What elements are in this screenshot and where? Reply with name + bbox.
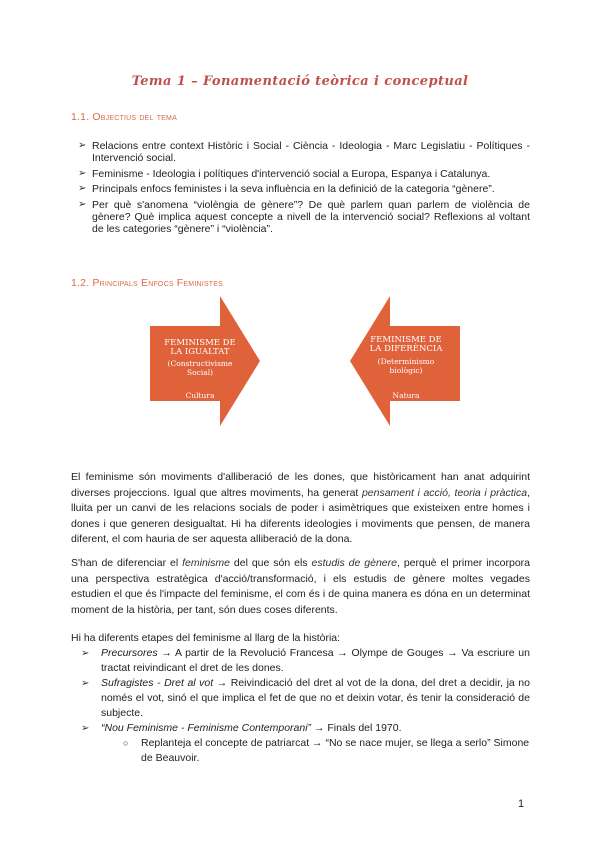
stages-list [78,646,530,736]
section-heading-enfocs: 1.2. Principals Enfocs Feministes [71,277,223,289]
circle-bullet-icon: ○ [123,738,129,748]
diferencia-title-line1: FEMINISME DE [370,335,442,345]
page-title: Tema 1 – Fonamentació teòrica i conceptual [131,74,469,89]
igualtat-tag: Cultura [185,391,215,400]
list-item: ➢ Per què s'anomena “violèngia de gènere”? De què parlem quan parlem de violència de gènere? Què implica aquest concepte a nivell de la intervenció social? Reflexions al voltant de les categories “gènere” i “violència”. [78,198,530,236]
igualtat-subtitle-line2: Social) [186,368,214,377]
arrow-bullet-icon: ➢ [78,183,87,195]
diferencia-title-line2: LA DIFERÈNCIA [369,344,443,354]
diferencia-subtitle-line2: biològic) [389,366,423,375]
list-item: ➢ Precursores → A partir de la Revolució Francesa → Olympe de Gouges → Va escriure un tractat reivindicant el dret de les dones. [81,647,530,674]
paragraph-feminisme-definition: El feminisme són moviments d'alliberació de les dones, que històricament han anat adquirint diverses projeccions. Igual que altres moviments, ha generat pensament i acció, teoria i pràctica, lluita per un canvi de les relacions socials de poder i asimètriques que existeixen entre homes i dones i que generen desigualtat. Hi ha diferents ideologies i moviments que pensen, de manera diferent, el com hauria de ser aquesta alliberació de la dona. [71,471,530,545]
list-item: ➢ Principals enfocs feministes i la seva influència en la definició de la categoria “gènere”. [78,183,495,196]
igualtat-title-line1: FEMINISME DE [164,338,236,348]
diferencia-tag: Natura [392,391,420,400]
list-item: ➢ Relacions entre context Històric i Social - Ciència - Ideologia - Marc Legislatiu - Polítiques - Intervenció social. [78,140,530,165]
arrow-bullet-icon: ➢ [78,198,87,210]
page-number: 1 [518,798,525,810]
objectives-list [78,140,530,239]
section-heading-objectius: 1.1. Objectius del tema [71,111,177,123]
arrow-bullet-icon: ➢ [78,167,87,179]
arrow-bullet-icon: ➢ [81,678,90,689]
diferencia-subtitle-line1: (Determinismo [377,357,435,366]
igualtat-title-line2: LA IGUALTAT [170,347,230,357]
list-item: ➢ Feminisme - Ideologia i polítiques d'intervenció social a Europa, Espanya i Catalunya. [78,167,491,180]
igualtat-subtitle-line1: (Constructivisme [167,359,233,368]
arrow-bullet-icon: ➢ [78,140,87,151]
list-item: ➢ Sufragistes - Dret al vot → Reivindicació del dret al vot de la dona, del dret a decidir, ja no només el vot, sinó el que implica el fet de que no et deixin votar, és tenir la consideració de subjecte. [81,677,530,719]
paragraph-estudis-genere: S'han de diferenciar el feminisme del que són els estudis de gènere, perquè el primer incorpora una perspectiva estratègica d'acció/transformació, i els estudis de gènere moltes vegades estudien el que és l'impacte del feminisme, el com és i de quina manera es dóna en un determinat moment de la història, per tant, són dues coses diferents. [71,557,530,616]
feminism-approaches-diagram [150,296,460,426]
arrow-bullet-icon: ➢ [81,648,90,659]
list-item: ➢ “Nou Feminisme - Feminisme Contemporani” → Finals del 1970. [81,722,402,734]
arrow-bullet-icon: ➢ [81,723,90,734]
paragraph-etapes-intro: Hi ha diferents etapes del feminisme al llarg de la història: [71,632,341,644]
list-item: ○ Replanteja el concepte de patriarcat → “No se nace mujer, se llega a serlo” Simone de Beauvoir. [123,737,530,764]
stage-sublist [119,736,530,766]
